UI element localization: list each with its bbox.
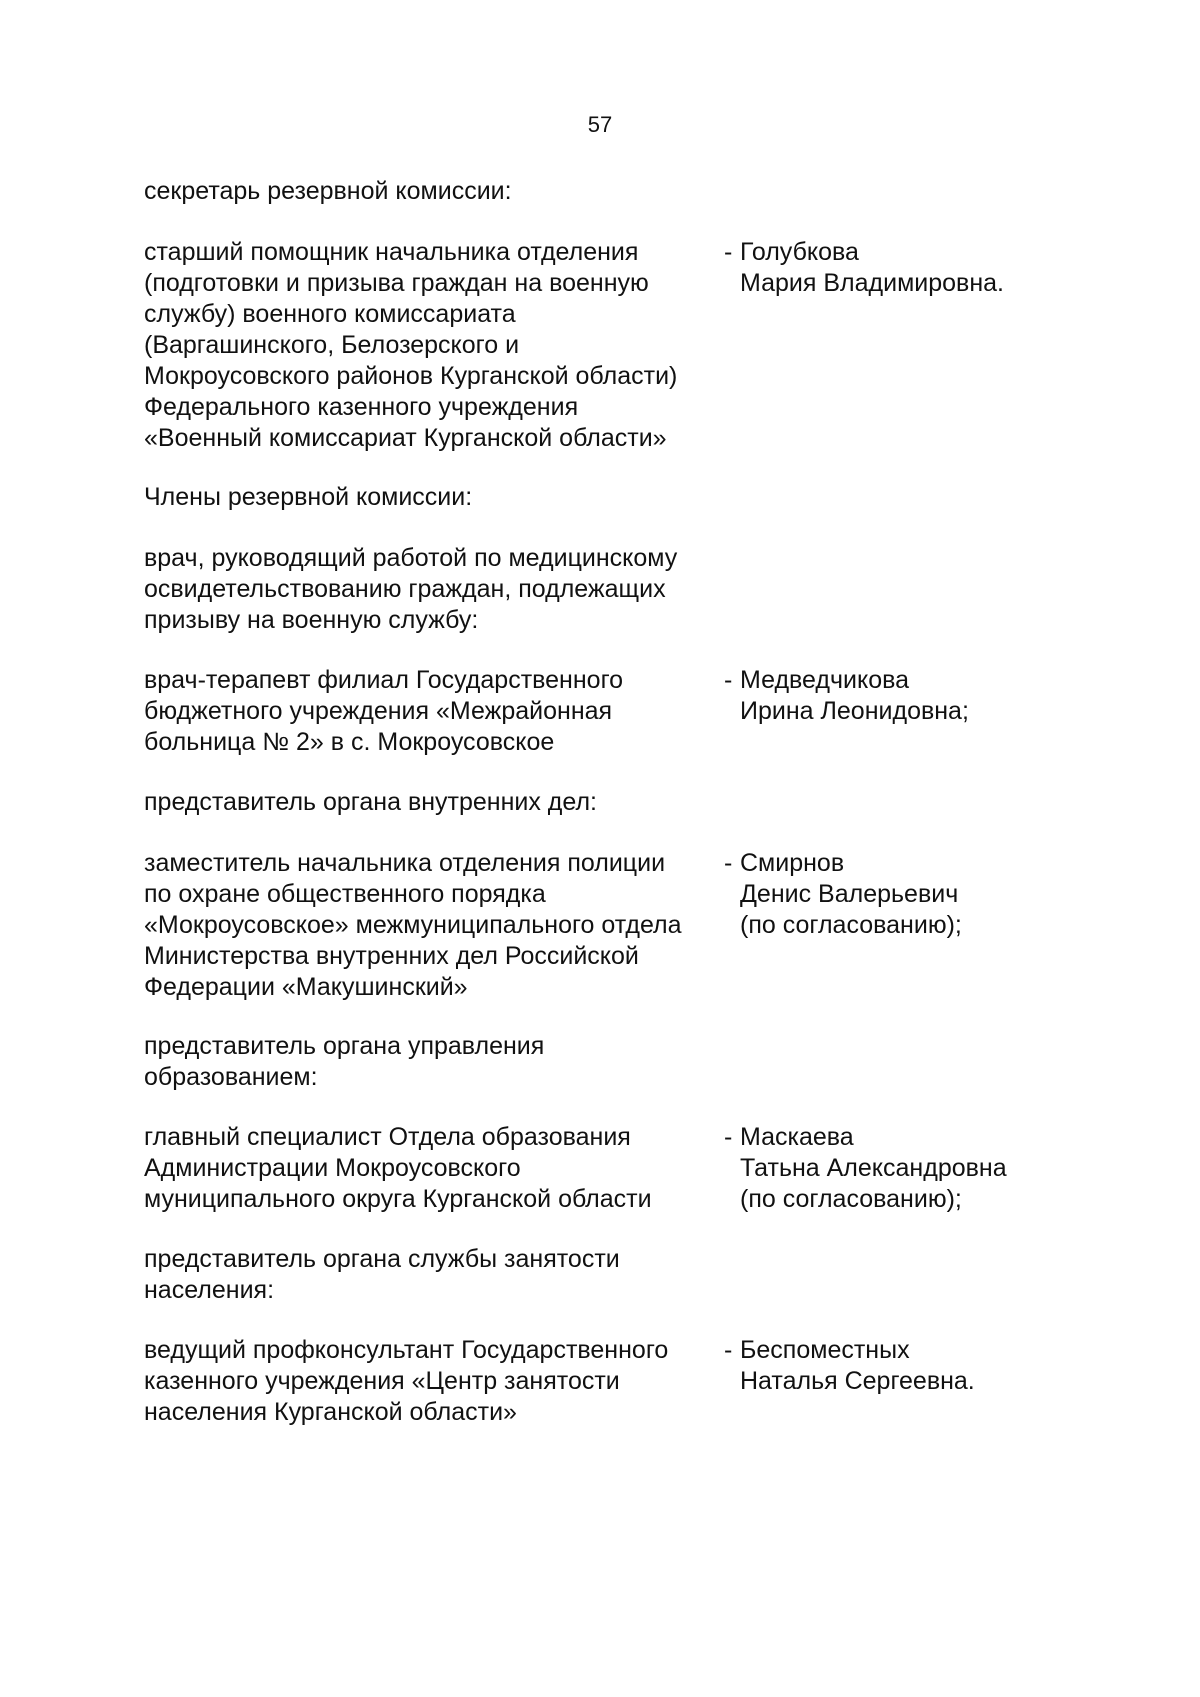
page-number: 57 bbox=[587, 112, 613, 137]
education-position bbox=[144, 1122, 724, 1215]
employment-name bbox=[724, 1335, 1044, 1397]
surname: Беспоместных bbox=[740, 1336, 910, 1364]
position-line: бюджетного учреждения «Межрайонная bbox=[144, 697, 613, 725]
heading-line: представитель органа внутренних дел: bbox=[144, 788, 598, 816]
position-line: по охране общественного порядка bbox=[144, 880, 546, 908]
employment-heading bbox=[144, 1244, 620, 1306]
heading-line: образованием: bbox=[144, 1063, 318, 1091]
given-names: Мария Владимировна. bbox=[740, 269, 1004, 297]
given-names: Наталья Сергеевна. bbox=[740, 1367, 975, 1395]
employment-position bbox=[144, 1335, 724, 1428]
heading-line: Члены резервной комиссии: bbox=[144, 483, 473, 511]
position-line: Федерации «Макушинский» bbox=[144, 973, 468, 1001]
position-line: Мокроусовского районов Курганской области) bbox=[144, 362, 678, 390]
surname: Маскаева bbox=[740, 1123, 854, 1151]
position-line: муниципального округа Курганской области bbox=[144, 1185, 652, 1213]
dash: - bbox=[724, 1123, 733, 1151]
surname: Голубкова bbox=[740, 238, 859, 266]
position-line: больница № 2» в с. Мокроусовское bbox=[144, 728, 555, 756]
position-line: (подготовки и призыва граждан на военную bbox=[144, 269, 649, 297]
police-name bbox=[724, 848, 1044, 941]
position-line: «Мокроусовское» межмуниципального отдела bbox=[144, 911, 682, 939]
position-line: заместитель начальника отделения полиции bbox=[144, 849, 666, 877]
heading-line: освидетельствованию граждан, подлежащих bbox=[144, 575, 666, 603]
doctor-name bbox=[724, 665, 1044, 727]
position-line: казенного учреждения «Центр занятости bbox=[144, 1367, 620, 1395]
heading-line: секретарь резервной комиссии: bbox=[144, 177, 512, 205]
position-line: службу) военного комиссариата bbox=[144, 300, 516, 328]
education-heading bbox=[144, 1031, 544, 1093]
members-heading bbox=[144, 482, 472, 513]
secretary-heading bbox=[144, 176, 512, 207]
dash: - bbox=[724, 238, 733, 266]
education-name bbox=[724, 1122, 1044, 1215]
surname: Смирнов bbox=[740, 849, 845, 877]
dash: - bbox=[724, 666, 733, 694]
dash: - bbox=[724, 1336, 733, 1364]
secretary-name bbox=[724, 237, 1044, 299]
given-names: Ирина Леонидовна; bbox=[740, 697, 969, 725]
position-line: ведущий профконсультант Государственного bbox=[144, 1336, 669, 1364]
position-line: старший помощник начальника отделения bbox=[144, 238, 639, 266]
position-line: врач-терапевт филиал Государственного bbox=[144, 666, 624, 694]
heading-line: представитель органа службы занятости bbox=[144, 1245, 620, 1273]
doctor-position bbox=[144, 665, 724, 758]
position-line: Федерального казенного учреждения bbox=[144, 393, 579, 421]
approval-note: (по согласованию); bbox=[740, 1185, 962, 1213]
position-line: «Военный комиссариат Курганской области» bbox=[144, 424, 667, 452]
position-line: (Варгашинского, Белозерского и bbox=[144, 331, 520, 359]
police-heading bbox=[144, 787, 597, 818]
doctor-heading bbox=[144, 543, 677, 636]
heading-line: представитель органа управления bbox=[144, 1032, 545, 1060]
position-line: населения Курганской области» bbox=[144, 1398, 517, 1426]
position-line: главный специалист Отдела образования bbox=[144, 1123, 631, 1151]
position-line: Министерства внутренних дел Российской bbox=[144, 942, 639, 970]
surname: Медведчикова bbox=[740, 666, 910, 694]
heading-line: призыву на военную службу: bbox=[144, 606, 479, 634]
heading-line: врач, руководящий работой по медицинскому bbox=[144, 544, 678, 572]
given-names: Денис Валерьевич bbox=[740, 880, 959, 908]
position-line: Администрации Мокроусовского bbox=[144, 1154, 521, 1182]
police-position bbox=[144, 848, 724, 1003]
given-names: Татьна Александровна bbox=[740, 1154, 1007, 1182]
dash: - bbox=[724, 849, 733, 877]
heading-line: населения: bbox=[144, 1276, 275, 1304]
approval-note: (по согласованию); bbox=[740, 911, 962, 939]
secretary-position bbox=[144, 237, 724, 454]
